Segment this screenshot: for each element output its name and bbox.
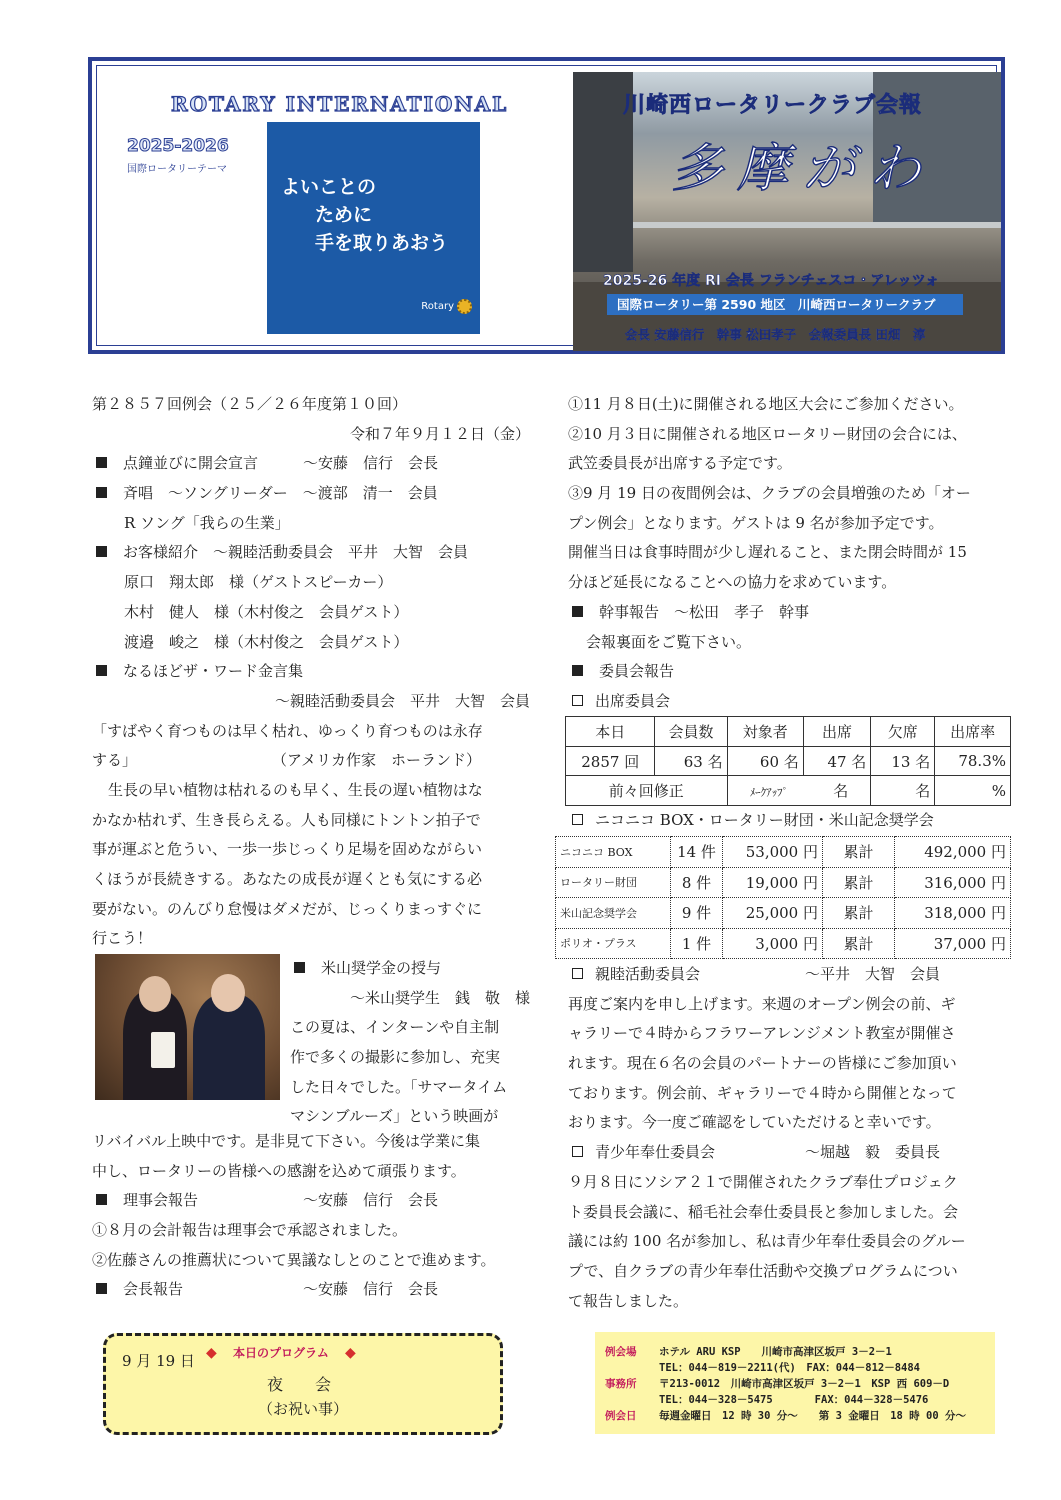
left-lower xyxy=(92,1127,538,1305)
item-guests xyxy=(92,538,538,568)
para-line: れます。現在６名の会員のパートナーの皆様にご参加頂い xyxy=(568,1054,957,1073)
rotary-wordmark: Rotary xyxy=(421,301,454,312)
item-text: 青少年奉仕委員会 ～堀越 毅 委員長 xyxy=(595,1143,941,1162)
item-text: 出席委員会 xyxy=(595,691,671,710)
para-line: した日々でした。「サマータイム xyxy=(290,1077,508,1096)
item-scholar xyxy=(290,954,538,984)
meeting-number: 第２８５７回例会（２５／２６年度第１０回） xyxy=(92,395,408,413)
table-cell: 名 xyxy=(871,776,935,806)
info-row xyxy=(605,1360,920,1375)
newsletter-header xyxy=(88,57,1005,354)
left-column xyxy=(92,390,538,954)
table-cell: 1 件 xyxy=(671,928,723,959)
info-value: ホテル ARU KSP 川崎市高津区坂戸 3－2－1 xyxy=(659,1346,892,1358)
item-text: 会長報告 ～安藤 信行 会長 xyxy=(123,1280,439,1299)
item-nico xyxy=(568,806,1010,836)
para-line: おります。今一度ご確認をしていただけると幸いです。 xyxy=(568,1113,941,1132)
bullet-square-icon xyxy=(96,487,107,498)
item-text: 親睦活動委員会 ～平井 大智 会員 xyxy=(595,965,941,983)
table-header: 出席率 xyxy=(935,717,1011,747)
item-attendance xyxy=(568,687,1010,717)
bullet-open-square-icon xyxy=(572,695,583,706)
table-cell: 53,000 円 xyxy=(723,837,823,868)
nico-heading xyxy=(568,806,1010,836)
table-row xyxy=(566,746,1011,776)
table-cell: % xyxy=(935,776,1011,806)
para-line: 再度ご案内を申し上げます。来週のオープン例会の前、ギ xyxy=(568,994,956,1013)
bullet-square-icon xyxy=(96,546,107,557)
program-heading-text: 本日のプログラム xyxy=(232,1346,329,1360)
program-date: 9 月 19 日 xyxy=(122,1352,195,1370)
para-line: 生長の早い植物は枯れるのも早く、生長の遅い植物はな xyxy=(108,780,483,799)
club-logo-text: 多摩がわ xyxy=(671,139,936,199)
walkway-shape xyxy=(633,222,1001,228)
bullet-open-square-icon xyxy=(572,814,583,825)
item-text: 理事会報告 ～安藤 信行 会長 xyxy=(123,1191,439,1210)
info-label: 例会日 xyxy=(605,1410,637,1422)
table-cell: 47 名 xyxy=(803,746,871,776)
table-cell: 2857 回 xyxy=(566,746,655,776)
table-header: 本日 xyxy=(566,717,655,747)
bullet-square-icon xyxy=(96,665,107,676)
para-line: 要がない。のんびり怠慢はダメだが、じっくりまっすぐに xyxy=(92,899,483,918)
item-text: 斉唱 ～ソングリーダー ～渡部 清一 会員 xyxy=(123,484,438,503)
scholar-by: ～米山奨学生 銭 敬 様 xyxy=(349,988,530,1007)
item-text: 委員会報告 xyxy=(599,662,675,681)
para-line: ③9 月 19 日の夜間例会は、クラブの会員増強のため「オー xyxy=(568,484,971,503)
table-header: 会員数 xyxy=(655,717,727,747)
diamond-icon: ◆ xyxy=(345,1345,356,1361)
ri-title: ROTARY INTERNATIONAL xyxy=(171,92,509,116)
table-row xyxy=(566,776,1011,806)
guest-entry: 木村 健人 様（木村俊之 会員ゲスト） xyxy=(124,602,409,621)
info-row xyxy=(605,1376,949,1391)
table-cell: 8 件 xyxy=(671,867,723,898)
bullet-square-icon xyxy=(572,606,583,617)
para-line: かなか枯れず、生き長らえる。人も同様にトントン拍子で xyxy=(92,810,481,829)
program-heading xyxy=(206,1344,356,1361)
makeup-label: ﾒｰｸｱｯﾌﾟ xyxy=(749,786,789,800)
item-text: お客様紹介 ～親睦活動委員会 平井 大智 会員 xyxy=(123,543,469,562)
scholarship-section xyxy=(290,954,538,1132)
item-text: 点鐘並びに開会宣言 ～安藤 信行 会長 xyxy=(123,454,439,473)
bullet-square-icon xyxy=(96,1283,107,1294)
para-line: 会報裏面をご覧下さい。 xyxy=(586,632,752,651)
header-frame xyxy=(96,65,997,346)
table-cell: 19,000 円 xyxy=(723,867,823,898)
item-song xyxy=(92,479,538,509)
table-header: 欠席 xyxy=(871,717,935,747)
diamond-icon: ◆ xyxy=(206,1345,217,1361)
song-name: R ソング「我らの生業」 xyxy=(124,513,290,532)
para-line: 武笠委員長が出席する予定です。 xyxy=(568,454,792,473)
table-cell: 13 名 xyxy=(871,746,935,776)
item-board xyxy=(92,1186,538,1216)
para-line: ト委員長会議に、稲毛社会奉仕委員長と参加しました。会 xyxy=(568,1202,959,1221)
guest-entry: 渡邉 峻之 様（木村俊之 会員ゲスト） xyxy=(124,632,409,651)
table-cell: 316,000 円 xyxy=(895,867,1011,898)
item-text: 米山奨学金の授与 xyxy=(321,959,442,977)
bullet-square-icon xyxy=(572,665,583,676)
para-line: くほうが長続きする。あなたの成長が遅くとも気にする必 xyxy=(92,870,483,888)
item-secretary xyxy=(568,598,1010,628)
table-cell: 累計 xyxy=(823,898,895,929)
item-youth xyxy=(568,1138,1010,1168)
info-row xyxy=(605,1392,928,1407)
table-cell: 9 件 xyxy=(671,898,723,929)
info-label: 事務所 xyxy=(605,1378,637,1390)
table-cell: 累計 xyxy=(823,867,895,898)
certificate-shape xyxy=(151,1032,175,1068)
table-cell: ロータリー財団 xyxy=(556,867,671,898)
table-row xyxy=(556,837,1011,868)
item-word xyxy=(92,657,538,687)
bullet-open-square-icon xyxy=(572,1146,583,1157)
attendance-table xyxy=(565,716,1011,806)
ri-theme-label: 国際ロータリーテーマ xyxy=(127,164,227,175)
info-value: 毎週金曜日 12 時 30 分～ 第 3 金曜日 18 時 00 分～ xyxy=(659,1410,966,1422)
para-line: 事が運ぶと危うい、一歩一歩じっくり足場を固めながらい xyxy=(92,840,483,859)
theme-line: よいことの xyxy=(281,176,377,198)
scholarship-photo xyxy=(95,954,280,1100)
theme-line: ために xyxy=(315,204,373,226)
table-cell: 累計 xyxy=(823,928,895,959)
donation-table xyxy=(555,836,1011,959)
item-committee xyxy=(568,657,1010,687)
club-officers xyxy=(623,324,928,344)
para-line: 分ほど延長になることへの協力を求めています。 xyxy=(568,573,897,592)
para-line: ①11 月８日(土)に開催される地区大会にご参加ください。 xyxy=(568,395,964,413)
para-line: 行こう！ xyxy=(92,929,153,948)
para-line: リバイバル上映中です。是非見て下さい。今後は学業に集 xyxy=(92,1132,481,1150)
table-cell: 3,000 円 xyxy=(723,928,823,959)
rotary-wheel-icon xyxy=(457,299,472,314)
table-cell: 63 名 xyxy=(655,746,727,776)
bullet-open-square-icon xyxy=(572,968,583,979)
ri-year: 2025-2026 xyxy=(127,136,229,156)
table-cell: 78.3% xyxy=(935,746,1011,776)
table-cell: 米山記念奨学会 xyxy=(556,898,671,929)
para-line: ９月８日にソシア２１で開催されたクラブ奉仕プロジェク xyxy=(568,1172,958,1191)
guest-entry: 原口 翔太郎 様（ゲストスピーカー） xyxy=(124,573,393,592)
para-line: ②佐藤さんの推薦状について異議なしとのことで進めます。 xyxy=(92,1250,496,1269)
info-value: TEL：044－328－5475 FAX：044－328－5476 xyxy=(659,1394,929,1406)
info-row xyxy=(605,1344,892,1359)
bullet-square-icon xyxy=(96,1194,107,1205)
word-by: ～親睦活動委員会 平井 大智 会員 xyxy=(274,691,530,710)
item-text: 幹事報告 ～松田 孝子 幹事 xyxy=(599,602,810,621)
program-event: 夜 会 xyxy=(266,1375,339,1394)
para-line: プで、自クラブの青少年奉仕活動や交換プログラムについ xyxy=(568,1261,958,1280)
para-line: ャラリーで４時からフラワーアレンジメント教室が開催さ xyxy=(568,1024,956,1043)
para-line: プン例会」となります。ゲストは 9 名が参加予定です。 xyxy=(568,513,944,532)
para-line: この夏は、インターンや自主制 xyxy=(290,1018,500,1037)
district-bar: 国際ロータリー第 2590 地区 川崎西ロータリークラブ xyxy=(607,294,963,315)
officers-text: 会長 安藤信行 幹事 松田孝子 会報委員長 田畑 淳 xyxy=(625,327,926,342)
bullet-square-icon xyxy=(96,457,107,468)
unit-label: 名 xyxy=(833,782,849,801)
program-box xyxy=(103,1333,503,1435)
program-subtitle: （お祝い事） xyxy=(257,1400,348,1418)
table-row xyxy=(556,898,1011,929)
item-friend xyxy=(568,960,1010,990)
table-cell: 14 件 xyxy=(671,837,723,868)
para-line: 中し、ロータリーの皆様への感謝を込めて頑張ります。 xyxy=(92,1161,466,1180)
table-cell xyxy=(727,776,871,806)
club-title: 川崎西ロータリークラブ会報 xyxy=(623,93,923,118)
table-header: 出席 xyxy=(803,717,871,747)
ri-theme-box xyxy=(267,122,480,334)
item-opening xyxy=(92,449,538,479)
meeting-date: 令和７年９月１２日（金） xyxy=(349,424,530,443)
bullet-square-icon xyxy=(294,962,305,973)
table-cell: ニコニコ BOX xyxy=(556,837,671,868)
para-line: て報告しました。 xyxy=(568,1291,689,1310)
table-row xyxy=(556,928,1011,959)
face-shape xyxy=(211,974,245,1012)
para-line: 作で多くの撮影に参加し、充実 xyxy=(290,1048,501,1067)
table-cell: 60 名 xyxy=(727,746,803,776)
item-text: なるほどザ・ワード金言集 xyxy=(123,662,304,681)
table-header: 対象者 xyxy=(727,717,803,747)
para-line: ②10 月３日に開催される地区ロータリー財団の会合には、 xyxy=(568,424,967,443)
face-shape xyxy=(139,976,171,1012)
right-lower xyxy=(568,960,1010,1316)
info-value: TEL：044－819－2211(代) FAX：044－812－8484 xyxy=(659,1362,921,1374)
para-line: ております。例会前、ギャラリーで４時から開催となって xyxy=(568,1083,957,1102)
info-row xyxy=(605,1408,966,1423)
theme-line: 手を取りあおう xyxy=(315,232,449,254)
item-president xyxy=(92,1275,538,1305)
info-label: 例会場 xyxy=(605,1346,637,1358)
item-text: ニコニコ BOX・ロータリー財団・米山記念奨学会 xyxy=(595,811,934,829)
quote-line: 「すばやく育つものは早く枯れ、ゆっくり育つものは永存 xyxy=(92,721,483,740)
table-row xyxy=(566,717,1011,747)
info-value: 〒213-0012 川崎市高津区坂戸 3－2－1 KSP 西 609－D xyxy=(659,1378,950,1390)
table-cell: 前々回修正 xyxy=(566,776,728,806)
club-info-box xyxy=(595,1332,995,1434)
para-line: マシンブルーズ」という映画が xyxy=(290,1107,499,1126)
station-photo xyxy=(573,72,1001,351)
table-cell: 累計 xyxy=(823,837,895,868)
quote-line: する」 （アメリカ作家 ホーランド） xyxy=(92,751,481,770)
table-cell: 37,000 円 xyxy=(895,928,1011,959)
table-cell: ポリオ・プラス xyxy=(556,928,671,959)
table-row xyxy=(556,867,1011,898)
ri-president: 2025-26 年度 RI 会長 フランチェスコ・アレッツォ xyxy=(603,273,940,289)
table-cell: 25,000 円 xyxy=(723,898,823,929)
para-line: ①８月の会計報告は理事会で承認されました。 xyxy=(92,1221,408,1240)
right-column xyxy=(568,390,1010,717)
table-cell: 318,000 円 xyxy=(895,898,1011,929)
table-cell: 492,000 円 xyxy=(895,837,1011,868)
para-line: 開催当日は食事時間が少し遅れること、また閉会時間が 15 xyxy=(568,543,967,562)
para-line: 議には約 100 名が参加し、私は青少年奉仕委員会のグルー xyxy=(568,1232,966,1251)
